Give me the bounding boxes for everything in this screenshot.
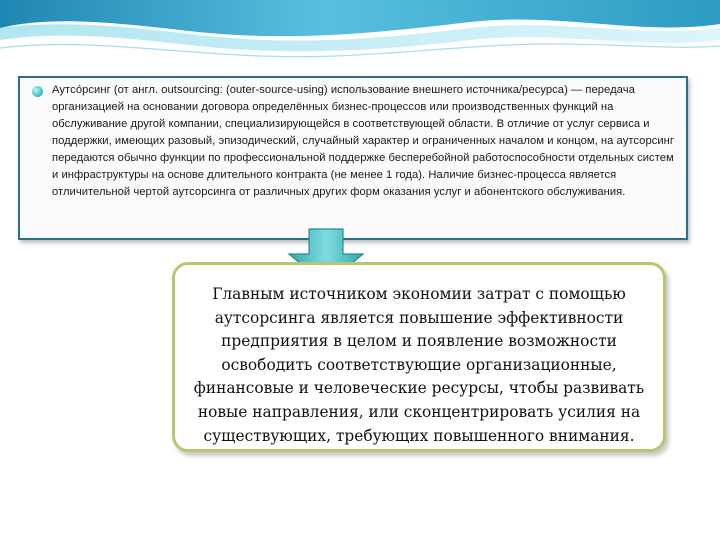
definition-text: Аутсо́рсинг (от англ. outsourcing: (outer-source-using) использование внешнего источника/ресурса) — передача организацией на основании договора определённых бизнес-процессов или производственных функций на обслуживание другой компании, специализирующейся в соответствующей области. В отличие от услуг сервиса и поддержки, имеющих разовый, эпизодический, случайный характер и ограниченных началом и концом, на аутсорсинг передаются обычно функции по профессиональной поддержке бесперебойной работоспособности отдельных систем и инфраструктуры на основе длительного контракта (не менее 1 года). Наличие бизнес-процесса является отличительной чертой аутсорсинга от различных других форм оказания услуг и абонентского обслуживания. xyxy=(52,84,675,198)
conclusion-text: Главным источником экономии затрат с помощью аутсорсинга является повышение эффективности предприятия в целом и появление возможности освободить соответствующие организационные, финансовые и человеческие ресурсы, чтобы развивать новые направления, или сконцентрировать усилия на существующих, требующих повышенного внимания. xyxy=(193,285,645,445)
wave-header-decoration xyxy=(0,0,720,70)
definition-box xyxy=(18,76,688,240)
conclusion-box xyxy=(172,262,666,452)
round-bullet-icon xyxy=(32,86,43,97)
definition-bullet-item xyxy=(32,82,674,201)
